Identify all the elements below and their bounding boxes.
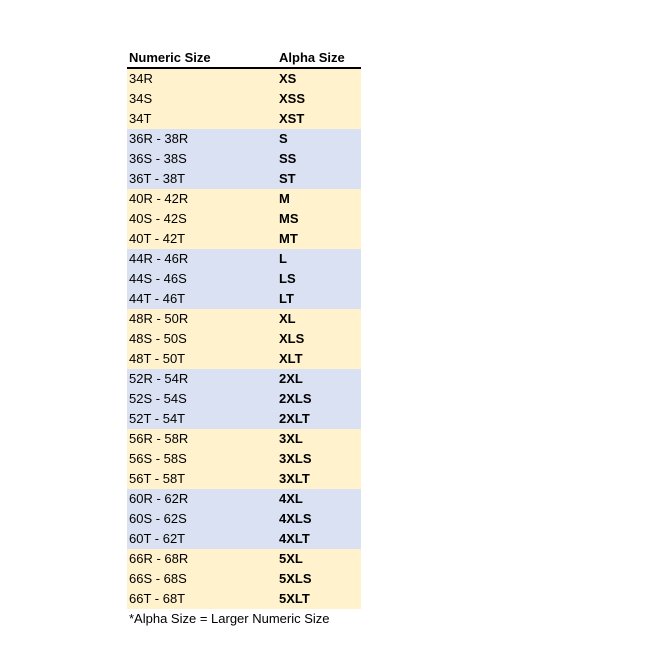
alpha-size-cell: 4XL <box>279 491 303 506</box>
numeric-size-cell: 44S - 46S <box>129 271 187 286</box>
alpha-size-cell: 2XLT <box>279 411 310 426</box>
table-row <box>127 569 361 589</box>
alpha-size-cell: 4XLS <box>279 511 312 526</box>
table-row <box>127 469 361 489</box>
table-row <box>127 589 361 609</box>
alpha-size-cell: 3XL <box>279 431 303 446</box>
alpha-size-cell: XLS <box>279 331 305 346</box>
table-row <box>127 189 361 209</box>
alpha-size-cell: 5XLT <box>279 591 310 606</box>
table-header-row <box>127 49 361 69</box>
alpha-size-cell: 2XL <box>279 371 303 386</box>
alpha-size-cell: ST <box>279 171 296 186</box>
table-row <box>127 449 361 469</box>
numeric-size-cell: 56S - 58S <box>129 451 187 466</box>
alpha-size-cell: 3XLT <box>279 471 310 486</box>
alpha-size-cell: 3XLS <box>279 451 312 466</box>
alpha-size-cell: M <box>279 191 290 206</box>
alpha-size-cell: 5XL <box>279 551 303 566</box>
alpha-size-cell: MT <box>279 231 298 246</box>
table-row <box>127 149 361 169</box>
table-row <box>127 329 361 349</box>
alpha-size-cell: 2XLS <box>279 391 312 406</box>
table-row <box>127 369 361 389</box>
table-row <box>127 309 361 329</box>
numeric-size-cell: 66S - 68S <box>129 571 187 586</box>
numeric-size-cell: 60S - 62S <box>129 511 187 526</box>
header-numeric-size: Numeric Size <box>129 50 211 65</box>
alpha-size-cell: XS <box>279 71 297 86</box>
size-chart-table <box>127 49 361 609</box>
alpha-size-cell: XSS <box>279 91 306 106</box>
alpha-size-cell: XLT <box>279 351 303 366</box>
numeric-size-cell: 60R - 62R <box>129 491 189 506</box>
alpha-size-cell: S <box>279 131 288 146</box>
table-row <box>127 489 361 509</box>
alpha-size-cell: 5XLS <box>279 571 312 586</box>
numeric-size-cell: 34R <box>129 71 153 86</box>
numeric-size-cell: 48S - 50S <box>129 331 187 346</box>
numeric-size-cell: 36S - 38S <box>129 151 187 166</box>
numeric-size-cell: 40S - 42S <box>129 211 187 226</box>
alpha-size-cell: SS <box>279 151 297 166</box>
table-row <box>127 409 361 429</box>
table-row <box>127 509 361 529</box>
alpha-size-cell: XL <box>279 311 296 326</box>
table-row <box>127 89 361 109</box>
footnote: *Alpha Size = Larger Numeric Size <box>129 611 330 626</box>
numeric-size-cell: 48T - 50T <box>129 351 186 366</box>
alpha-size-cell: MS <box>279 211 299 226</box>
alpha-size-cell: LS <box>279 271 296 286</box>
numeric-size-cell: 40R - 42R <box>129 191 189 206</box>
numeric-size-cell: 56R - 58R <box>129 431 189 446</box>
numeric-size-cell: 44R - 46R <box>129 251 189 266</box>
alpha-size-cell: 4XLT <box>279 531 310 546</box>
numeric-size-cell: 34T <box>129 111 152 126</box>
alpha-size-cell: XST <box>279 111 305 126</box>
numeric-size-cell: 36T - 38T <box>129 171 186 186</box>
numeric-size-cell: 52R - 54R <box>129 371 189 386</box>
table-row <box>127 529 361 549</box>
numeric-size-cell: 40T - 42T <box>129 231 186 246</box>
table-row <box>127 129 361 149</box>
numeric-size-cell: 34S <box>129 91 153 106</box>
numeric-size-cell: 36R - 38R <box>129 131 189 146</box>
header-alpha-size: Alpha Size <box>279 50 345 65</box>
table-row <box>127 249 361 269</box>
table-row <box>127 429 361 449</box>
numeric-size-cell: 60T - 62T <box>129 531 186 546</box>
numeric-size-cell: 52T - 54T <box>129 411 186 426</box>
numeric-size-cell: 66T - 68T <box>129 591 186 606</box>
table-row <box>127 69 361 89</box>
table-row <box>127 109 361 129</box>
table-row <box>127 349 361 369</box>
table-row <box>127 289 361 309</box>
table-body <box>127 69 361 609</box>
table-row <box>127 209 361 229</box>
numeric-size-cell: 44T - 46T <box>129 291 186 306</box>
numeric-size-cell: 56T - 58T <box>129 471 186 486</box>
alpha-size-cell: LT <box>279 291 294 306</box>
numeric-size-cell: 52S - 54S <box>129 391 187 406</box>
table-row <box>127 229 361 249</box>
table-row <box>127 549 361 569</box>
table-row <box>127 269 361 289</box>
numeric-size-cell: 48R - 50R <box>129 311 189 326</box>
numeric-size-cell: 66R - 68R <box>129 551 189 566</box>
alpha-size-cell: L <box>279 251 287 266</box>
table-row <box>127 169 361 189</box>
table-row <box>127 389 361 409</box>
